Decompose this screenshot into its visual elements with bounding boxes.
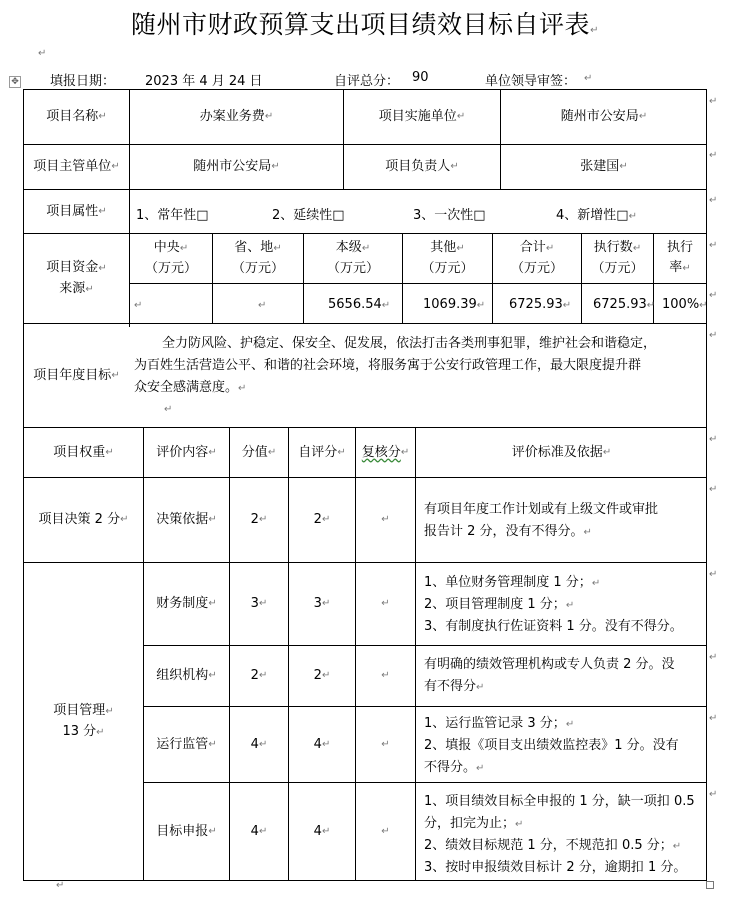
mgmt-criteria-finance-1: 1、单位财务管理制度 1 分；↵ [424, 575, 601, 590]
mgmt-value-organization: 2 ↵ [250, 668, 268, 683]
leader-signoff-label: 单位领导审签： [485, 74, 577, 89]
row-end-mark: ↵ [709, 240, 718, 251]
annual-goal-line-1: 全力防风险、护稳定、保安全、促发展，依法打击各类刑事犯罪，维护社会和谐稳定， [162, 336, 657, 351]
annual-goal-line-3: 众安全感满意度。↵ [134, 380, 247, 395]
funds-header-province: 省、地↵ （万元） [231, 240, 284, 276]
mgmt-review-goal-declaration: ↵ [381, 825, 390, 837]
decision-criteria-line-2: 报告计 2 分，没有不得分。↵ [424, 524, 592, 539]
impl-unit-value: 随州市公安局 ↵ [560, 109, 648, 124]
self-score-value: 90 [412, 70, 429, 85]
funds-value-central: ↵ [134, 300, 143, 311]
funds-value-local: 5656.54↵ [328, 297, 391, 312]
mgmt-value-finance: 3 ↵ [250, 596, 268, 611]
project-name-value: 办案业务费 ↵ [199, 109, 274, 124]
annual-goal-line-2: 为百姓生活营造公平、和谐的社会环境，将服务寓于公安行政管理工作，最大限度提升群 [134, 358, 642, 373]
paragraph-mark: ↵ [38, 48, 47, 59]
attr-option-regular[interactable]: 1、常年性□ [136, 208, 209, 223]
attr-label: 项目属性 ↵ [46, 203, 107, 219]
fill-date-label: 填报日期： [50, 74, 116, 89]
eval-header-self: 自评分 ↵ [298, 444, 346, 460]
funds-header-central: 中央↵ （万元） [144, 240, 197, 276]
mgmt-criteria-finance-2: 2、项目管理制度 1 分；↵ [424, 597, 575, 612]
impl-unit-label: 项目实施单位 ↵ [378, 109, 466, 124]
row-end-mark: ↵ [709, 713, 718, 724]
eval-header-content: 评价内容 ↵ [156, 444, 217, 460]
management-weight: 项目管理↵ 13 分↵ [53, 702, 114, 739]
row-end-mark: ↵ [709, 652, 718, 663]
mgmt-value-supervision: 4 ↵ [250, 736, 268, 752]
funds-header-executed: 执行数↵ （万元） [591, 240, 644, 276]
mgmt-self-supervision: 4 ↵ [313, 736, 331, 752]
attr-option-onetime[interactable]: 3、一次性□ [413, 208, 486, 223]
owner-value: 张建国 ↵ [580, 159, 628, 174]
mgmt-self-organization: 2 ↵ [313, 668, 331, 683]
funds-header-total: 合计↵ （万元） [510, 240, 563, 276]
mgmt-criteria-supervision-2: 2、填报《项目支出绩效监控表》1 分。没有 [424, 738, 679, 753]
table-move-handle[interactable]: ✥ [9, 76, 21, 88]
mgmt-content-goal-declaration: 目标申报 ↵ [156, 823, 217, 839]
supervisor-value: 随州市公安局 ↵ [193, 159, 280, 174]
fill-date-value: 2023 年 4 月 24 日 [145, 74, 263, 89]
decision-weight: 项目决策 2 分 ↵ [38, 512, 129, 527]
row-end-mark: ↵ [709, 789, 718, 800]
funds-value-rate: 100%↵ [662, 297, 708, 312]
annual-goal-label: 项目年度目标 ↵ [33, 367, 120, 383]
mgmt-criteria-finance-3: 3、有制度执行佐证资料 1 分。没有不得分。 [424, 619, 683, 634]
row-end-mark: ↵ [709, 330, 718, 341]
mgmt-content-supervision: 运行监管 ↵ [156, 736, 217, 752]
mgmt-self-finance: 3 ↵ [313, 596, 331, 611]
row-end-mark: ↵ [709, 484, 718, 495]
eval-header-criteria: 评价标准及依据 ↵ [511, 444, 612, 460]
mgmt-criteria-organization-1: 有明确的绩效管理机构或专人负责 2 分。没 [424, 657, 675, 672]
mgmt-criteria-goal-declaration-4: 3、按时申报绩效目标计 2 分，逾期扣 1 分。 [424, 860, 687, 875]
funds-value-province: ↵ [258, 300, 267, 311]
self-score-label: 自评总分： [334, 74, 400, 89]
mgmt-self-goal-declaration: 4 ↵ [313, 823, 331, 839]
mgmt-review-supervision: ↵ [381, 738, 390, 750]
decision-content: 决策依据 ↵ [156, 512, 217, 527]
row-end-mark: ↵ [709, 569, 718, 580]
row-end-mark: ↵ [709, 290, 718, 301]
decision-criteria-line-1: 有项目年度工作计划或有上级文件或审批 [424, 502, 659, 517]
funds-header-other: 其他↵ （万元） [421, 240, 474, 276]
paragraph-mark: ↵ [164, 404, 173, 415]
attr-option-new[interactable]: 4、新增性□↵ [556, 208, 637, 223]
page-title-text: 随州市财政预算支出项目绩效目标自评表 [131, 10, 591, 39]
mgmt-criteria-goal-declaration-1: 1、项目绩效目标全申报的 1 分，缺一项扣 0.5 [424, 794, 695, 809]
mgmt-criteria-goal-declaration-2: 分，扣完为止；↵ [424, 816, 524, 831]
mgmt-review-finance: ↵ [381, 598, 390, 609]
attr-option-continued[interactable]: 2、延续性□ [272, 208, 345, 223]
paragraph-mark: ↵ [56, 880, 65, 891]
mgmt-review-organization: ↵ [381, 670, 390, 681]
eval-header-weight: 项目权重 ↵ [53, 444, 114, 460]
eval-header-review: 复核分 ↵ [361, 444, 410, 460]
mgmt-content-finance: 财务制度 ↵ [156, 596, 217, 611]
project-name-label: 项目名称 ↵ [46, 109, 107, 124]
row-end-mark: ↵ [709, 195, 718, 206]
page-title [0, 4, 730, 52]
funds-header-rate: 执行 率↵ [666, 240, 693, 275]
mgmt-criteria-supervision-1: 1、运行监管记录 3 分；↵ [424, 716, 575, 731]
supervisor-label: 项目主管单位 ↵ [33, 159, 120, 174]
table-resize-handle[interactable] [706, 881, 714, 889]
eval-header-value: 分值 ↵ [241, 444, 277, 460]
funds-header-local: 本级↵ （万元） [326, 240, 379, 276]
owner-label: 项目负责人 ↵ [385, 159, 459, 174]
mgmt-content-organization: 组织机构 ↵ [156, 668, 217, 683]
decision-review-score: ↵ [381, 514, 390, 525]
mgmt-criteria-goal-declaration-3: 2、绩效目标规范 1 分，不规范扣 0.5 分；↵ [424, 838, 682, 853]
funds-value-executed: 6725.93↵ [593, 297, 656, 312]
funds-value-other: 1069.39↵ [423, 297, 486, 312]
mgmt-value-goal-declaration: 4 ↵ [250, 823, 268, 839]
mgmt-criteria-organization-2: 有不得分↵ [424, 679, 485, 694]
paragraph-mark: ↵ [590, 25, 599, 36]
funds-value-total: 6725.93↵ [509, 297, 572, 312]
row-end-mark: ↵ [709, 434, 718, 445]
funds-label: 项目资金↵ 来源↵ [46, 259, 107, 296]
decision-value: 2 ↵ [250, 512, 268, 527]
row-end-mark: ↵ [709, 150, 718, 161]
decision-self-score: 2 ↵ [313, 512, 331, 527]
mgmt-criteria-supervision-3: 不得分。↵ [424, 760, 485, 775]
row-end-mark: ↵ [709, 96, 718, 107]
paragraph-mark: ↵ [584, 73, 593, 84]
